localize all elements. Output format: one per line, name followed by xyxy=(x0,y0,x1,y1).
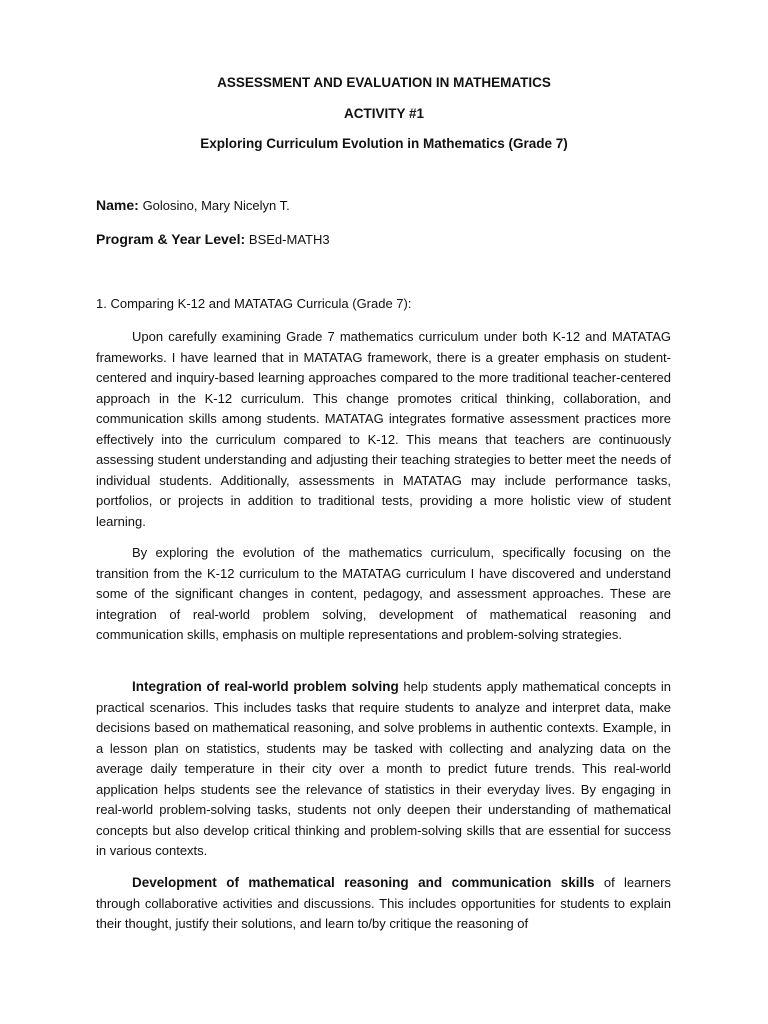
paragraph-1: Upon carefully examining Grade 7 mathematics curriculum under both K-12 and MATATAG frameworks. I have learned that in MATATAG framework, there is a greater emphasis on student-centered and inquiry-based learning approaches compared to the more traditional teacher-centered approach in the K-12 curriculum. This change promotes critical thinking, collaboration, and communication skills among students. MATATAG integrates formative assessment practices more effectively into the curriculum compared to K-12. This means that teachers are continuously assessing student understanding and adjusting their teaching strategies to better meet the needs of individual students. Additionally, assessments in MATATAG may include performance tasks, portfolios, or projects in addition to traditional tests, providing a more holistic view of student learning. xyxy=(96,329,671,529)
program-value: BSEd-MATH3 xyxy=(248,232,330,247)
section-heading: 1. Comparing K-12 and MATATAG Curricula (Grade 7): xyxy=(96,296,412,311)
paragraph-3 xyxy=(96,677,671,862)
paragraph-4-text: of learners through collaborative activities and discussions. This includes opportunities for students to explain their thought, justify their solutions, and learn to/by critique the reasoning of xyxy=(96,875,671,931)
name-value: Golosino, Mary Nicelyn T. xyxy=(142,198,290,213)
paragraph-4 xyxy=(96,873,671,935)
paragraph-4-lead: Development of mathematical reasoning and communication skills xyxy=(132,875,595,890)
name-field xyxy=(96,197,290,213)
activity-number: ACTIVITY #1 xyxy=(343,106,425,121)
paragraph-3-text: help students apply mathematical concepts in practical scenarios. This includes tasks that require students to analyze and interpret data, make decisions based on mathematical reasoning, and solve problems in authentic contexts. Example, in a lesson plan on statistics, students may be tasked with collecting and analyzing data on the average daily temperature in their city over a month to predict future trends. This real-world application helps students see the relevance of statistics in their everyday lives. By engaging in real-world problem-solving tasks, students not only deepen their understanding of mathematical concepts but also develop critical thinking and problem-solving skills that are essential for success in various contexts. xyxy=(96,679,671,858)
activity-title: Exploring Curriculum Evolution in Mathematics (Grade 7) xyxy=(200,136,568,151)
paragraph-2: By exploring the evolution of the mathematics curriculum, specifically focusing on the transition from the K-12 curriculum to the MATATAG curriculum I have discovered and understand some of the significant changes in content, pedagogy, and assessment approaches. These are integration of real-world problem solving, development of mathematical reasoning and communication skills, emphasis on multiple representations and problem-solving strategies. xyxy=(96,545,671,642)
paragraph-3-lead: Integration of real-world problem solving xyxy=(132,679,399,694)
name-label: Name: xyxy=(96,197,139,213)
program-field xyxy=(96,231,330,247)
program-label: Program & Year Level: xyxy=(96,231,246,247)
document-title: ASSESSMENT AND EVALUATION IN MATHEMATICS xyxy=(217,75,551,90)
